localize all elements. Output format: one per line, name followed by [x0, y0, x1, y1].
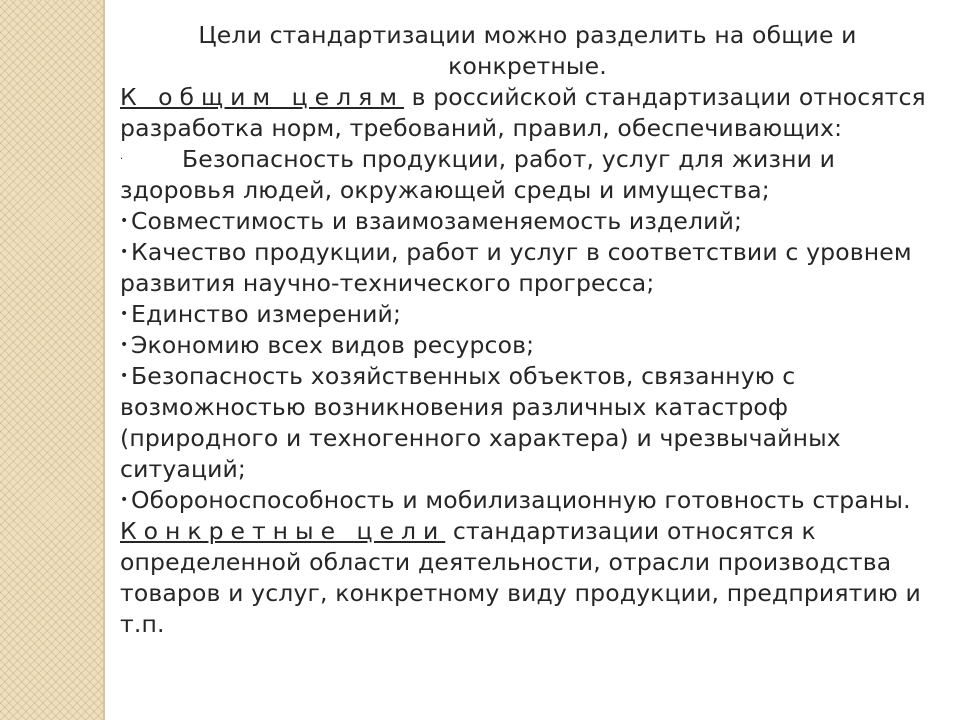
heading-line-2: конкретные.	[448, 52, 607, 80]
bullet-marker: •	[120, 368, 129, 384]
list-item-text: Экономию всех видов ресурсов;	[131, 331, 535, 359]
list-item-text: Обороноспособность и мобилизационную готовность страны.	[131, 486, 911, 514]
bullet-marker: •	[120, 337, 129, 353]
bullet-marker: ·	[120, 154, 124, 165]
list-item-text: Качество продукции, работ и услуг в соответствии с уровнем развития научно-технического прогресса;	[120, 238, 912, 297]
list-item-text: Единство измерений;	[131, 300, 402, 328]
list-item	[120, 485, 935, 516]
list-item	[120, 299, 935, 330]
specific-goals-label: Конкретные цели	[120, 517, 446, 545]
specific-goals-paragraph	[120, 516, 935, 640]
bullet-marker: •	[120, 213, 129, 229]
list-item-text: Безопасность хозяйственных объектов, связанную с возможностью возникновения различных катастроф (природного и техногенного характера) и чрезвычайных ситуаций;	[120, 362, 841, 483]
list-item	[120, 144, 935, 206]
heading-line-1: Цели стандартизации можно разделить на общие и	[198, 21, 857, 49]
specific-goals-text: стандартизации относятся к определенной области деятельности, отрасли производства товаров и услуг, конкретному виду продукции, предприятию и т.п.	[120, 517, 921, 638]
list-item	[120, 361, 935, 485]
slide-body	[120, 20, 935, 640]
list-item	[120, 330, 935, 361]
general-goals-paragraph	[120, 82, 935, 144]
list-item	[120, 237, 935, 299]
bullet-marker: •	[120, 492, 129, 508]
general-goals-label: К общим целям	[120, 83, 404, 111]
list-item-text: Безопасность продукции, работ, услуг для жизни и здоровья людей, окружающей среды и имущества;	[120, 145, 836, 204]
list-item-text: Совместимость и взаимозаменяемость изделий;	[131, 207, 743, 235]
decorative-side-band	[0, 0, 103, 720]
side-divider-line	[103, 0, 105, 720]
slide-heading	[120, 20, 935, 82]
bullet-marker: •	[120, 306, 129, 322]
list-item	[120, 206, 935, 237]
bullet-marker: •	[120, 244, 129, 260]
general-goals-text: в российской стандартизации относятся разработка норм, требований, правил, обеспечивающих:	[120, 83, 926, 142]
